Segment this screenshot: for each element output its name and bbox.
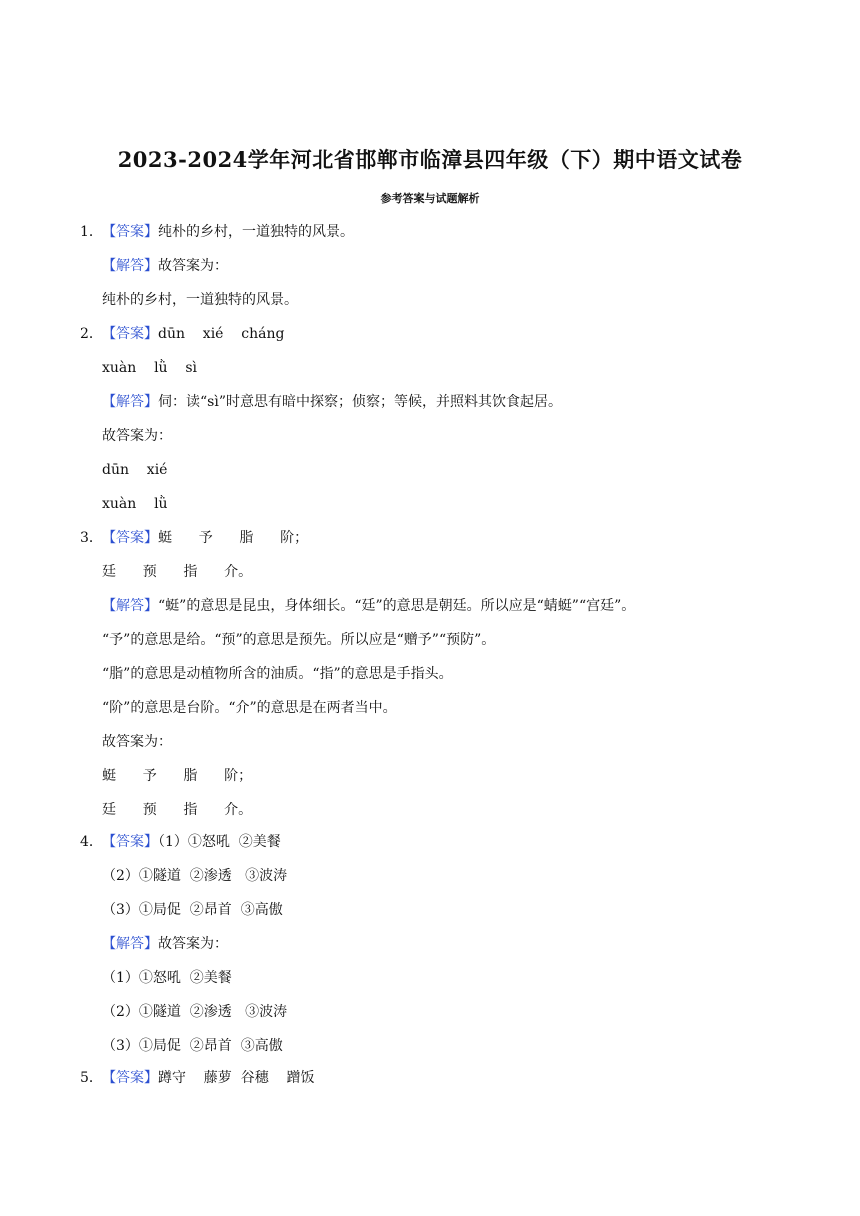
answer-tag: 【答案】 <box>102 834 158 850</box>
body-line: 故答案为： <box>102 428 172 444</box>
body-line: 廷 预 指 介。 <box>102 802 253 818</box>
analysis-line <box>102 256 228 276</box>
analysis-text: 故答案为： <box>158 936 228 952</box>
body-line: 蜓 予 脂 阶； <box>102 768 253 784</box>
answer-line <box>102 528 308 548</box>
body-line: （3）①局促 ②昂首 ③高傲 <box>102 1038 283 1054</box>
analysis-text: 故答案为： <box>158 258 228 274</box>
document-subtitle: 参考答案与试题解析 <box>380 192 480 205</box>
answer-tag: 【答案】 <box>102 530 158 546</box>
answer-continuation: 廷 预 指 介。 <box>102 564 253 580</box>
answer-continuation: （3）①局促 ②昂首 ③高傲 <box>102 902 283 918</box>
analysis-tag: 【解答】 <box>102 258 158 274</box>
item-number: 1． <box>80 224 103 240</box>
body-line: 故答案为： <box>102 734 172 750</box>
analysis-line <box>102 934 228 954</box>
analysis-tag: 【解答】 <box>102 936 158 952</box>
body-line: （2）①隧道 ②渗透 ③波涛 <box>102 1004 288 1020</box>
body-line: “阶”的意思是台阶。“介”的意思是在两者当中。 <box>102 700 397 716</box>
answer-tag: 【答案】 <box>102 224 158 240</box>
body-line: “予”的意思是给。“预”的意思是预先。所以应是“赠予”“预防”。 <box>102 632 496 648</box>
analysis-tag: 【解答】 <box>102 394 158 410</box>
answer-text: 蹲守 藤萝 谷穗 蹭饭 <box>158 1070 315 1086</box>
answer-text: dūn xié cháng <box>158 326 285 342</box>
body-line: （1）①怒吼 ②美餐 <box>102 970 232 986</box>
answer-continuation: xuàn lǜ sì <box>102 360 198 376</box>
answer-text: 纯朴的乡村，一道独特的风景。 <box>158 224 354 240</box>
body-line: 纯朴的乡村，一道独特的风景。 <box>102 292 298 308</box>
analysis-line <box>102 596 635 616</box>
answer-text: （1）①怒吼 ②美餐 <box>158 834 281 850</box>
body-line: xuàn lǜ <box>102 496 168 512</box>
analysis-line <box>102 392 562 412</box>
analysis-text: “蜓”的意思是昆虫，身体细长。“廷”的意思是朝廷。所以应是“蜻蜓”“宫廷”。 <box>158 598 636 614</box>
document-title: 2023-2024学年河北省邯郸市临漳县四年级（下）期中语文试卷 <box>117 147 743 172</box>
item-number: 2． <box>80 326 103 342</box>
answer-tag: 【答案】 <box>102 1070 158 1086</box>
item-number: 3． <box>80 530 103 546</box>
analysis-tag: 【解答】 <box>102 598 158 614</box>
answer-text: 蜓 予 脂 阶； <box>158 530 309 546</box>
analysis-text: 伺：读“sì”时意思有暗中探察；侦察；等候，并照料其饮食起居。 <box>158 394 562 410</box>
answer-tag: 【答案】 <box>102 326 158 342</box>
body-line: “脂”的意思是动植物所含的油质。“指”的意思是手指头。 <box>102 666 453 682</box>
answer-line <box>102 1068 315 1088</box>
answer-continuation: （2）①隧道 ②渗透 ③波涛 <box>102 868 288 884</box>
item-number: 4． <box>80 834 103 850</box>
body-line: dūn xié <box>102 462 168 478</box>
item-number: 5． <box>80 1070 103 1086</box>
answer-line <box>102 222 354 242</box>
answer-line <box>102 832 281 852</box>
answer-line <box>102 324 284 344</box>
